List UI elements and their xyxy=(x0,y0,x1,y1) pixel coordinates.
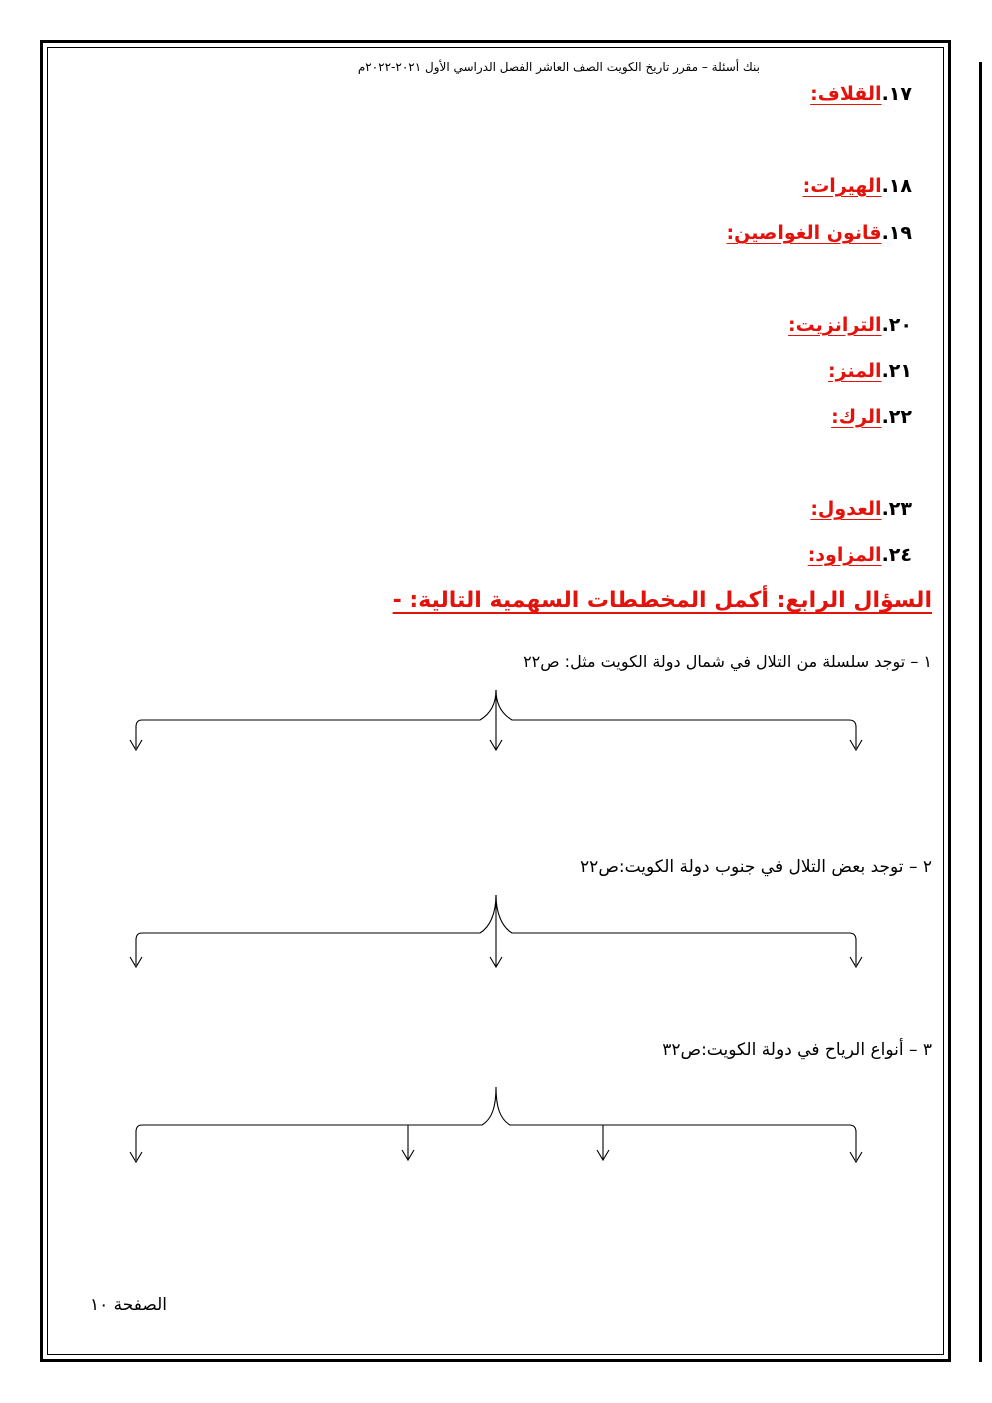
term-20: ٢٠.الترانزيت: xyxy=(788,314,912,336)
term-label: العدول: xyxy=(810,498,882,520)
term-18: ١٨.الهيرات: xyxy=(802,175,912,197)
arrow-diagram-2 xyxy=(0,895,992,975)
term-number: ٢٠ xyxy=(888,314,912,336)
term-label: قانون الغواصين: xyxy=(726,222,882,244)
page-header: بنك أسئلة – مقرر تاريخ الكويت الصف العاشر الفصل الدراسي الأول ٢٠٢١-٢٠٢٢م xyxy=(357,60,760,74)
term-19: ١٩.قانون الغواصين: xyxy=(726,222,912,244)
term-number: ٢٣ xyxy=(888,498,912,520)
diagram-3-prompt: ٣ – أنواع الرياح في دولة الكويت:ص٣٢ xyxy=(662,1040,932,1060)
term-24: ٢٤.المزاود: xyxy=(807,544,912,566)
term-label: المنز: xyxy=(828,360,882,382)
term-number: ٢٤ xyxy=(888,544,912,566)
term-23: ٢٣.العدول: xyxy=(810,498,912,520)
diagram-2-prompt: ٢ – توجد بعض التلال في جنوب دولة الكويت:ص٢٢ xyxy=(580,857,932,877)
term-label: القلاف: xyxy=(810,83,882,105)
arrow-diagram-1 xyxy=(0,690,992,760)
term-21: ٢١.المنز: xyxy=(828,360,912,382)
term-number: ٢١ xyxy=(888,360,912,382)
term-number: ١٩ xyxy=(888,222,912,244)
term-label: الترانزيت: xyxy=(788,314,882,336)
diagram-1-prompt: ١ – توجد سلسلة من التلال في شمال دولة الكويت مثل: ص٢٢ xyxy=(523,652,932,671)
page-number: الصفحة ١٠ xyxy=(90,1295,168,1315)
term-number: ١٨ xyxy=(888,175,912,197)
term-22: ٢٢.الرك: xyxy=(831,406,912,428)
term-label: الرك: xyxy=(831,406,882,428)
term-label: المزاود: xyxy=(807,544,882,566)
term-number: ١٧ xyxy=(888,83,912,105)
term-label: الهيرات: xyxy=(802,175,882,197)
term-17: ١٧.القلاف: xyxy=(810,83,912,105)
arrow-diagram-3 xyxy=(0,1087,992,1167)
question-4-title: السؤال الرابع: أكمل المخططات السهمية التالية: - xyxy=(392,588,932,613)
term-number: ٢٢ xyxy=(888,406,912,428)
